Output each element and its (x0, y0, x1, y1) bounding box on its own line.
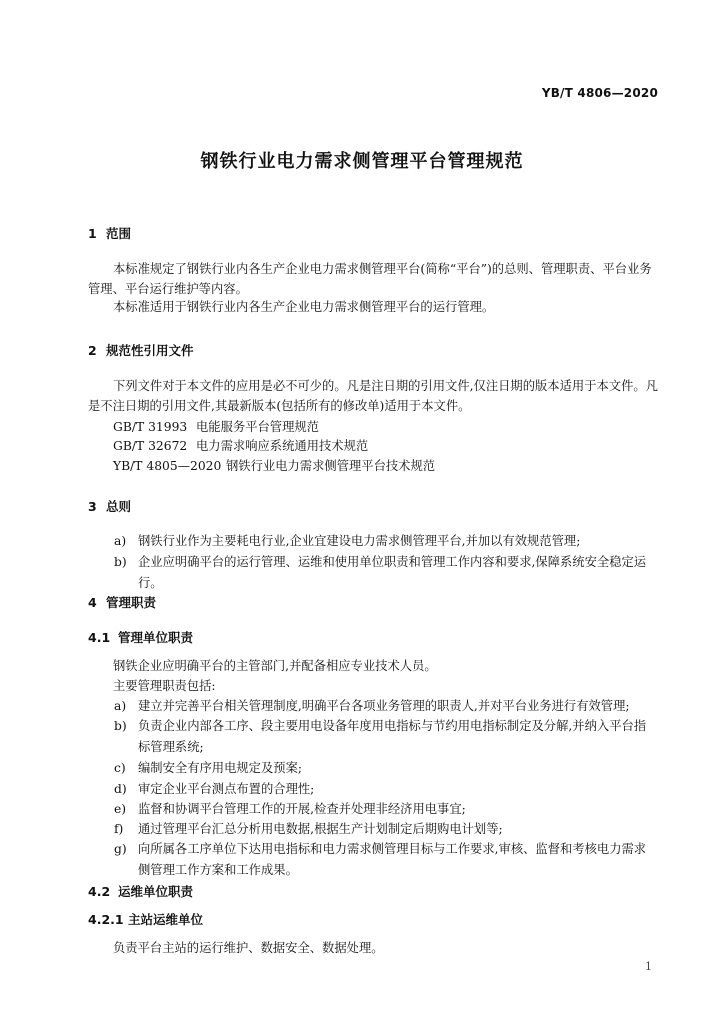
page-number: 1 (645, 960, 652, 973)
paragraph: 本标准规定了钢铁行业内各生产企业电力需求侧管理平台(简称“平台”)的总则、管理职责、平台业务管理、平台运行维护等内容。 (88, 262, 652, 296)
list-item (114, 839, 658, 881)
list-text: 建立并完善平台相关管理制度,明确平台各项业务管理的职责人,并对平台业务进行有效管理; (138, 699, 630, 713)
section-title: 规范性引用文件 (106, 343, 194, 358)
subsubsection-title: 主站运维单位 (128, 912, 204, 927)
subsection-title: 运维单位职责 (118, 884, 194, 899)
reference-name: 电能服务平台管理规范 (196, 420, 319, 434)
reference-code: GB/T 31993 (113, 420, 188, 434)
reference-code: GB/T 32672 (113, 439, 188, 453)
list-marker: c) (114, 761, 126, 775)
paragraph: 本标准适用于钢铁行业内各生产企业电力需求侧管理平台的运行管理。 (113, 300, 495, 314)
reference-entry (113, 456, 435, 474)
paragraph: 主要管理职责包括: (113, 679, 216, 693)
list-item (114, 696, 658, 717)
subsection-number: 4.2 (88, 884, 111, 899)
list-marker: g) (114, 842, 127, 856)
section-heading (88, 341, 194, 359)
section-number: 4 (88, 595, 97, 610)
reference-name: 电力需求响应系统通用技术规范 (196, 439, 369, 453)
list-item (114, 552, 658, 594)
section-number: 1 (88, 226, 97, 241)
section-title: 范围 (106, 226, 132, 241)
section-title: 管理职责 (106, 595, 157, 610)
section-heading (88, 593, 156, 611)
standard-code: YB/T 4806—2020 (541, 86, 658, 100)
list-text: 编制安全有序用电规定及预案; (138, 761, 303, 775)
document-title: 钢铁行业电力需求侧管理平台管理规范 (200, 151, 524, 172)
list-marker: b) (114, 555, 127, 569)
subsection-heading (88, 882, 193, 900)
list-marker: b) (114, 719, 127, 733)
list-text: 钢铁行业作为主要耗电行业,企业宜建设电力需求侧管理平台,并加以有效规范管理; (138, 534, 581, 548)
section-heading (88, 224, 131, 242)
list-marker: f) (114, 822, 124, 836)
list-text: 审定企业平台测点布置的合理性; (138, 782, 315, 796)
list-marker: d) (114, 782, 127, 796)
list-item (114, 531, 658, 552)
subsection-title: 管理单位职责 (118, 630, 194, 645)
section-heading (88, 497, 131, 515)
paragraph: 下列文件对于本文件的应用是必不可少的。凡是注日期的引用文件,仅注日期的版本适用于本文件。凡是不注日期的引用文件,其最新版本(包括所有的修改单)适用于本文件。 (88, 379, 658, 413)
list-text: 负责企业内部各工序、段主要用电设备年度用电指标与节约用电指标制定及分解,并纳入平台指标管理系统; (138, 719, 647, 754)
paragraph: 负责平台主站的运行维护、数据安全、数据处理。 (113, 941, 384, 955)
reference-entry (113, 436, 368, 454)
subsection-heading (88, 628, 193, 646)
section-title: 总则 (106, 499, 132, 514)
list-marker: a) (114, 534, 127, 548)
list-item (114, 779, 658, 800)
subsubsection-heading (88, 910, 203, 928)
paragraph: 钢铁企业应明确平台的主管部门,并配备相应专业技术人员。 (113, 659, 437, 673)
list-marker: e) (114, 802, 127, 816)
list-text: 向所属各工序单位下达用电指标和电力需求侧管理目标与工作要求,审核、监督和考核电力需求侧管理工作方案和工作成果。 (138, 842, 647, 877)
list-item (114, 819, 658, 840)
list-item (114, 799, 658, 820)
list-text: 通过管理平台汇总分析用电数据,根据生产计划制定后期购电计划等; (138, 822, 503, 836)
subsubsection-number: 4.2.1 (88, 912, 124, 927)
section-number: 2 (88, 343, 97, 358)
subsection-number: 4.1 (88, 630, 111, 645)
list-text: 企业应明确平台的运行管理、运维和使用单位职责和管理工作内容和要求,保障系统安全稳定运行。 (138, 555, 647, 590)
list-item (114, 758, 658, 779)
section-number: 3 (88, 499, 97, 514)
reference-name: 钢铁行业电力需求侧管理平台技术规范 (226, 459, 436, 473)
reference-entry (113, 417, 319, 435)
reference-code: YB/T 4805—2020 (113, 459, 222, 473)
list-item (114, 716, 658, 758)
list-marker: a) (114, 699, 127, 713)
list-text: 监督和协调平台管理工作的开展,检查并处理非经济用电事宜; (138, 802, 466, 816)
